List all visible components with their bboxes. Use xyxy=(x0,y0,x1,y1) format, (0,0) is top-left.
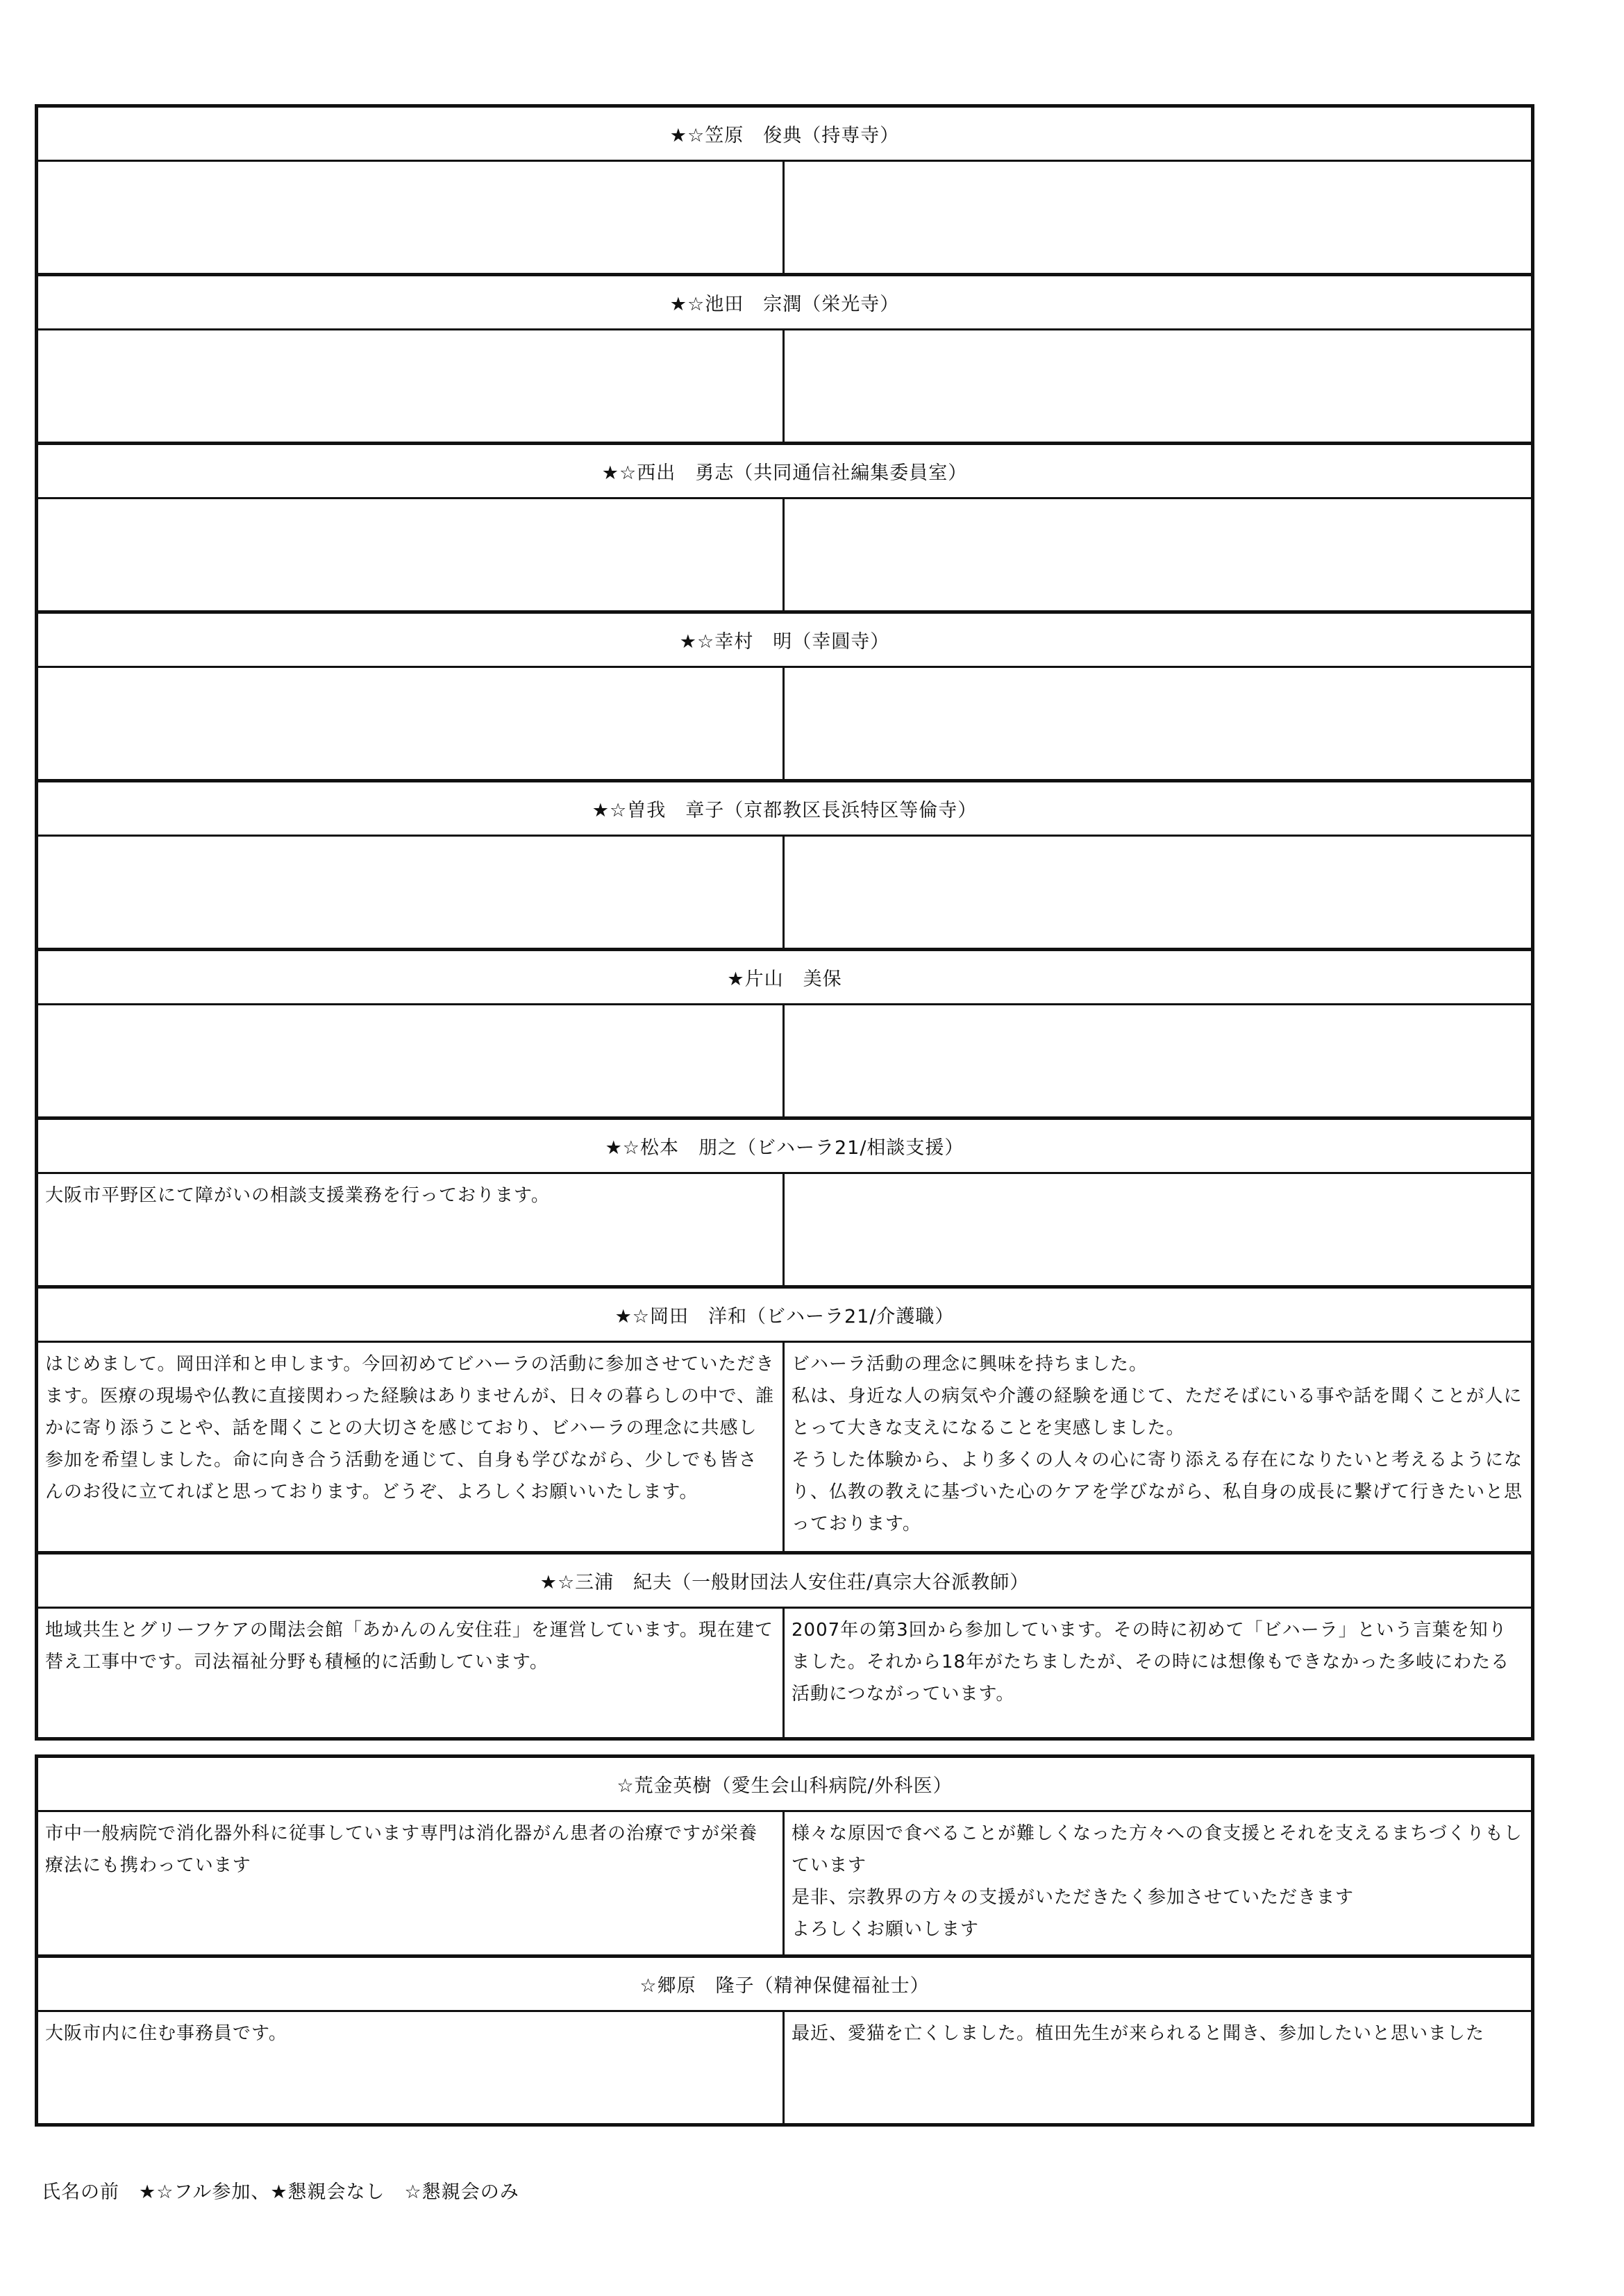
participant-name: ★☆西出 勇志（共同通信社編集委員室） xyxy=(38,445,1531,499)
motivation-cell xyxy=(785,1174,1531,1285)
participant-entry xyxy=(35,779,1534,951)
participant-table xyxy=(35,104,1534,2127)
self-intro-cell xyxy=(38,668,785,779)
participant-name: ★☆松本 朋之（ビハーラ21/相談支援） xyxy=(38,1120,1531,1174)
motivation-cell xyxy=(785,837,1531,948)
self-intro-cell xyxy=(38,837,785,948)
participant-name: ★☆岡田 洋和（ビハーラ21/介護職） xyxy=(38,1289,1531,1343)
motivation-cell xyxy=(785,162,1531,273)
self-intro-cell: 大阪市内に住む事務員です。 xyxy=(38,2012,785,2123)
self-intro-cell xyxy=(38,1005,785,1116)
participant-name: ☆荒金英樹（愛生会山科病院/外科医） xyxy=(38,1758,1531,1812)
participant-name: ★☆笠原 俊典（持専寺） xyxy=(38,108,1531,162)
motivation-cell: ビハーラ活動の理念に興味を持ちました。 私は、身近な人の病気や介護の経験を通じて、ただそばにいる事や話を聞くことが人にとって大きな支えになることを実感しました。 そうした体験から、より多くの人々の心に寄り添える存在になりたいと考えるようになり、仏教の教えに基づいた心のケアを学びながら、私自身の成長に繋げて行きたいと思っております。 xyxy=(792,1354,1523,1534)
motivation-cell: 様々な原因で食べることが難しくなった方々への食支援とそれを支えるまちづくりもしています 是非、宗教界の方々の支援がいただきたく参加させていただきます よろしくお願いします xyxy=(792,1823,1523,1940)
self-intro-cell xyxy=(38,499,785,610)
motivation-cell: 最近、愛猫を亡くしました。植田先生が来られると聞き、参加したいと思いました xyxy=(792,2023,1484,2044)
self-intro-cell: はじめまして。岡田洋和と申します。今回初めてビハーラの活動に参加させていただきます。医療の現場や仏教に直接関わった経験はありませんが、日々の暮らしの中で、誰かに寄り添うことや、話を聞くことの大切さを感じており、ビハーラの理念に共感し参加を希望しました。命に向き合う活動を通じて、自身も学びながら、少しでも皆さんのお役に立てればと思っております。どうぞ、よろしくお願いいたします。 xyxy=(38,1343,785,1551)
participant-entry xyxy=(35,1954,1534,2127)
participant-entry xyxy=(35,948,1534,1120)
participant-entry xyxy=(35,442,1534,614)
participant-entry xyxy=(35,1285,1534,1555)
motivation-cell xyxy=(785,668,1531,779)
motivation-cell: 2007年の第3回から参加しています。その時に初めて「ビハーラ」という言葉を知りました。それから18年がたちましたが、その時には想像もできなかった多岐にわたる活動につながっています。 xyxy=(792,1620,1510,1704)
participant-entry xyxy=(35,273,1534,445)
motivation-cell xyxy=(785,1005,1531,1116)
participant-name: ★☆幸村 明（幸圓寺） xyxy=(38,614,1531,668)
participant-name: ★片山 美保 xyxy=(38,951,1531,1005)
participant-entry xyxy=(35,1551,1534,1741)
participant-name: ★☆曽我 章子（京都教区長浜特区等倫寺） xyxy=(38,782,1531,837)
motivation-cell xyxy=(785,330,1531,442)
participant-name: ☆郷原 隆子（精神保健福祉士） xyxy=(38,1958,1531,2012)
participant-entry xyxy=(35,610,1534,782)
motivation-cell xyxy=(785,499,1531,610)
self-intro-cell: 大阪市平野区にて障がいの相談支援業務を行っております。 xyxy=(38,1174,785,1285)
self-intro-cell: 地域共生とグリーフケアの聞法会館「あかんのん安住荘」を運営しています。現在建て替え工事中です。司法福祉分野も積極的に活動しています。 xyxy=(38,1609,785,1737)
participant-entry xyxy=(35,1754,1534,1958)
participant-name: ★☆三浦 紀夫（一般財団法人安住荘/真宗大谷派教師） xyxy=(38,1555,1531,1609)
self-intro-cell xyxy=(38,330,785,442)
participant-entry xyxy=(35,104,1534,276)
legend-note: 氏名の前 ★☆フル参加、★懇親会なし ☆懇親会のみ xyxy=(42,2181,519,2203)
participant-entry xyxy=(35,1116,1534,1289)
participant-name: ★☆池田 宗潤（栄光寺） xyxy=(38,276,1531,330)
self-intro-cell xyxy=(38,162,785,273)
self-intro-cell: 市中一般病院で消化器外科に従事しています専門は消化器がん患者の治療ですが栄養療法にも携わっています xyxy=(38,1812,785,1954)
